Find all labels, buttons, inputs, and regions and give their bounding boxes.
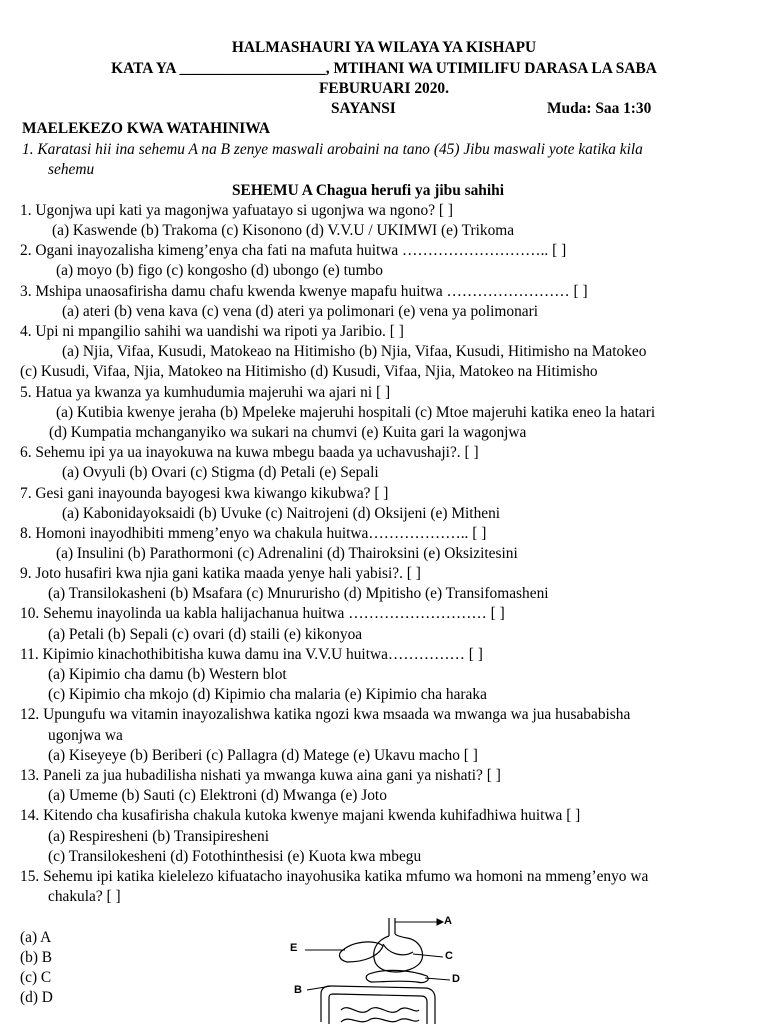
question-12-continued: ugonjwa wa (48, 727, 123, 744)
question-10: 10. Sehemu inayolinda ua kabla halijachanua huitwa ……………………… [ ] (20, 605, 505, 622)
q15-option-c: (c) C (20, 969, 52, 986)
question-15: 15. Sehemu ipi katika kielelezo kifuatacho inayohusika katika mfumo wa homoni na mmeng’enyo wa (20, 868, 649, 885)
figure-label-d: D (452, 973, 460, 985)
question-11-options-2: (c) Kipimio cha mkojo (d) Kipimio cha malaria (e) Kipimio cha haraka (48, 686, 487, 703)
question-10-options: (a) Petali (b) Sepali (c) ovari (d) staili (e) kikonyoa (48, 626, 363, 643)
question-9: 9. Joto husafiri kwa njia gani katika maada yenye hali yabisi?. [ ] (20, 565, 421, 582)
stomach-shape (374, 934, 423, 972)
question-11: 11. Kipimio kinachothibitisha kuwa damu ina V.V.U huitwa…………… [ ] (20, 646, 483, 663)
question-5-options-1: (a) Kutibia kwenye jeraha (b) Mpeleke majeruhi hospitali (c) Mtoe majeruhi katika eneo la hatari (56, 404, 656, 421)
figure-label-a: A (444, 915, 452, 927)
pointer-b (307, 986, 331, 990)
question-2: 2. Ogani inayozalisha kimeng’enya cha fati na mafuta huitwa ……………………….. [ ] (20, 242, 567, 259)
instructions-line-2: sehemu (48, 161, 95, 178)
question-7-options: (a) Kabonidayoksaidi (b) Uvuke (c) Naitrojeni (d) Oksijeni (e) Mitheni (62, 505, 501, 522)
figure-label-c: C (445, 950, 453, 962)
question-2-options: (a) moyo (b) figo (c) kongosho (d) ubongo (e) tumbo (56, 262, 383, 279)
question-15-continued: chakula? [ ] (48, 888, 121, 905)
question-14-options-2: (c) Transilokesheni (d) Fotothinthesisi (e) Kuota kwa mbegu (48, 848, 422, 865)
question-14-options-1: (a) Respiresheni (b) Transipiresheni (48, 828, 269, 845)
stomach-fold-shape (383, 944, 413, 955)
figure-label-e: E (290, 942, 298, 954)
question-6: 6. Sehemu ipi ya ua inayokuwa na kuwa mbegu baada ya uchavushaji?. [ ] (20, 444, 479, 461)
digestive-system-diagram (285, 910, 475, 1024)
subject-title: SAYANSI (331, 100, 396, 117)
question-4: 4. Upi ni mpangilio sahihi wa uandishi wa ripoti ya Jaribio. [ ] (20, 323, 404, 340)
header-date: FEBURUARI 2020. (319, 80, 449, 97)
question-11-options-1: (a) Kipimio cha damu (b) Western blot (48, 666, 287, 683)
question-12-options: (a) Kiseyeye (b) Beriberi (c) Pallagra (d) Matege (e) Ukavu macho [ ] (48, 747, 478, 764)
question-6-options: (a) Ovyuli (b) Ovari (c) Stigma (d) Petali (e) Sepali (62, 464, 379, 481)
question-13: 13. Paneli za jua hubadilisha nishati ya mwanga kuwa aina gani ya nishati? [ ] (20, 767, 501, 784)
intestine-coil-shape-2 (341, 1018, 419, 1022)
pointer-a-arrow (437, 919, 443, 925)
question-8-options: (a) Insulini (b) Parathormoni (c) Adrenalini (d) Thairoksini (e) Oksizitesini (56, 545, 518, 562)
q15-option-d: (d) D (20, 989, 53, 1006)
intestine-coil-shape (341, 1008, 419, 1013)
instructions-line-1: 1. Karatasi hii ina sehemu A na B zenye maswali arobaini na tano (45) Jibu maswali yote katika kila (22, 141, 643, 158)
instructions-heading: MAELEKEZO KWA WATAHINIWA (22, 120, 271, 137)
question-8: 8. Homoni inayodhibiti mmeng’enyo wa chakula huitwa……………….. [ ] (20, 525, 487, 542)
question-4-options-2: (c) Kusudi, Vifaa, Njia, Matokeo na Hitimisho (d) Kusudi, Vifaa, Njia, Matokeo na Hitimisho (20, 363, 598, 380)
question-3: 3. Mshipa unaosafirisha damu chafu kwenda kwenye mapafu huitwa …………………… [ ] (20, 283, 588, 300)
question-5: 5. Hatua ya kwanza ya kumhudumia majeruhi wa ajari ni [ ] (20, 384, 391, 401)
q15-option-a: (a) A (20, 929, 52, 946)
question-13-options: (a) Umeme (b) Sauti (c) Elektroni (d) Mwanga (e) Joto (48, 787, 387, 804)
header-ward-line: KATA YA ___________________, MTIHANI WA UTIMILIFU DARASA LA SABA (111, 60, 657, 77)
question-1: 1. Ugonjwa upi kati ya magonjwa yafuatayo si ugonjwa wa ngono? [ ] (20, 202, 453, 219)
question-4-options-1: (a) Njia, Vifaa, Kusudi, Matokeao na Hitimisho (b) Njia, Vifaa, Kusudi, Hitimisho na Matokeo (62, 343, 647, 360)
question-1-options: (a) Kaswende (b) Trakoma (c) Kisonono (d) V.V.U / UKIMWI (e) Trikoma (52, 222, 515, 239)
question-7: 7. Gesi gani inayounda bayogesi kwa kiwango kikubwa? [ ] (20, 485, 389, 502)
question-12: 12. Upungufu wa vitamin inayozalishwa katika ngozi kwa msaada wa mwanga wa jua husababisha (20, 706, 631, 723)
esophagus-shape (389, 918, 395, 936)
section-a-heading: SEHEMU A Chagua herufi ya jibu sahihi (232, 182, 504, 199)
question-3-options: (a) ateri (b) vena kava (c) vena (d) ateri ya polimonari (e) vena ya polimonari (62, 303, 539, 320)
digestive-system-drawing (285, 910, 475, 1024)
pointer-c (413, 954, 443, 957)
question-9-options: (a) Transilokasheni (b) Msafara (c) Mnururisho (d) Mpitisho (e) Transifomasheni (48, 585, 549, 602)
header-title: HALMASHAURI YA WILAYA YA KISHAPU (231, 39, 537, 56)
figure-label-b: B (294, 984, 302, 996)
question-14: 14. Kitendo cha kusafirisha chakula kutoka kwenye majani kwenda kuhifadhiwa huitwa [ ] (20, 807, 581, 824)
q15-option-b: (b) B (20, 949, 53, 966)
exam-duration: Muda: Saa 1:30 (547, 100, 652, 117)
question-5-options-2: (d) Kumpatia mchanganyiko wa sukari na chumvi (e) Kuita gari la wagonjwa (49, 424, 527, 441)
